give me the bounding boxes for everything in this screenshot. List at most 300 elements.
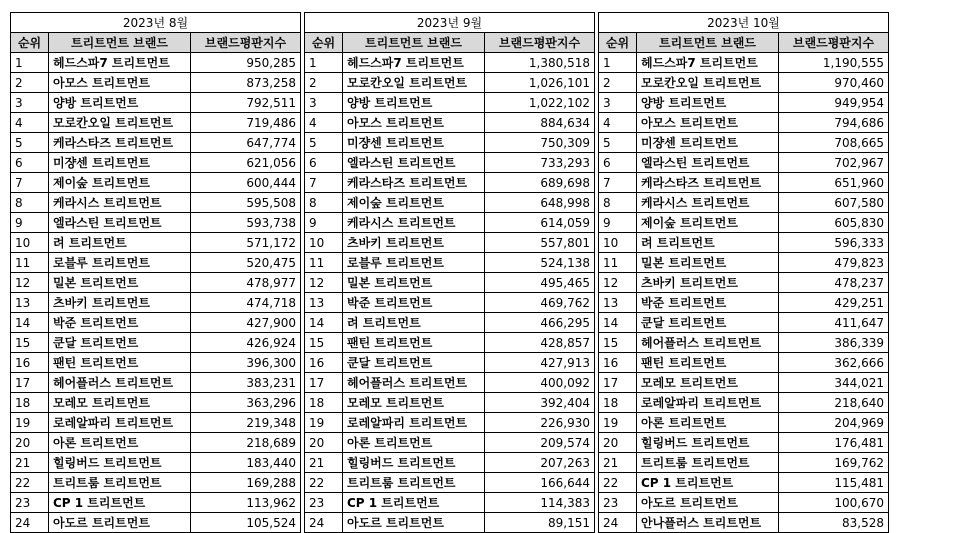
table-row — [305, 313, 595, 333]
table-row — [599, 473, 889, 493]
score-cell: 495,465 — [485, 273, 595, 293]
table-row — [599, 233, 889, 253]
table-row — [305, 293, 595, 313]
table-row — [11, 393, 301, 413]
score-cell: 792,511 — [191, 93, 301, 113]
score-cell: 474,718 — [191, 293, 301, 313]
table-row — [11, 233, 301, 253]
table-row — [305, 473, 595, 493]
table-row — [11, 493, 301, 513]
table-row — [305, 393, 595, 413]
score-cell: 970,460 — [779, 73, 889, 93]
score-cell: 392,404 — [485, 393, 595, 413]
table-row — [305, 193, 595, 213]
score-header: 브랜드평판지수 — [485, 33, 595, 53]
table-row — [599, 153, 889, 173]
brand-cell: 로블루 트리트먼트 — [49, 253, 191, 273]
table-row — [305, 153, 595, 173]
rank-header: 순위 — [305, 33, 343, 53]
score-cell: 600,444 — [191, 173, 301, 193]
brand-header: 트리트먼트 브랜드 — [637, 33, 779, 53]
brand-cell: 로레알파리 트리트먼트 — [343, 413, 485, 433]
brand-cell: 아도르 트리트먼트 — [49, 513, 191, 533]
rank-cell: 18 — [11, 393, 49, 413]
rank-cell: 24 — [11, 513, 49, 533]
score-cell: 621,056 — [191, 153, 301, 173]
brand-cell: 모로칸오일 트리트먼트 — [49, 113, 191, 133]
score-cell: 1,380,518 — [485, 53, 595, 73]
score-cell: 596,333 — [779, 233, 889, 253]
score-cell: 219,348 — [191, 413, 301, 433]
table-row — [11, 293, 301, 313]
table-row — [599, 273, 889, 293]
rank-cell: 22 — [11, 473, 49, 493]
month-table — [304, 12, 595, 533]
brand-cell: 케라시스 트리트먼트 — [637, 193, 779, 213]
score-cell: 218,689 — [191, 433, 301, 453]
rank-cell: 10 — [599, 233, 637, 253]
table-row — [305, 73, 595, 93]
brand-cell: 케라스타즈 트리트먼트 — [343, 173, 485, 193]
brand-cell: 밀본 트리트먼트 — [637, 253, 779, 273]
brand-cell: 아론 트리트먼트 — [49, 433, 191, 453]
brand-header: 트리트먼트 브랜드 — [49, 33, 191, 53]
score-cell: 169,288 — [191, 473, 301, 493]
rank-cell: 5 — [599, 133, 637, 153]
brand-cell: 힐링버드 트리트먼트 — [637, 433, 779, 453]
score-cell: 719,486 — [191, 113, 301, 133]
table-row — [599, 333, 889, 353]
table-row — [11, 113, 301, 133]
brand-cell: 모로칸오일 트리트먼트 — [637, 73, 779, 93]
brand-cell: 밀본 트리트먼트 — [49, 273, 191, 293]
brand-cell: 케라시스 트리트먼트 — [49, 193, 191, 213]
table-row — [599, 373, 889, 393]
rank-cell: 6 — [305, 153, 343, 173]
score-cell: 396,300 — [191, 353, 301, 373]
brand-cell: 헤드스파7 트리트먼트 — [49, 53, 191, 73]
brand-cell: 아모스 트리트먼트 — [343, 113, 485, 133]
brand-cell: 팬틴 트리트먼트 — [343, 333, 485, 353]
rank-cell: 3 — [599, 93, 637, 113]
table-row — [305, 173, 595, 193]
brand-cell: 아모스 트리트먼트 — [49, 73, 191, 93]
brand-cell: 헤드스파7 트리트먼트 — [343, 53, 485, 73]
score-cell: 651,960 — [779, 173, 889, 193]
score-cell: 166,644 — [485, 473, 595, 493]
table-row — [305, 53, 595, 73]
table-row — [11, 133, 301, 153]
brand-cell: 양방 트리트먼트 — [637, 93, 779, 113]
rank-cell: 17 — [305, 373, 343, 393]
table-row — [11, 313, 301, 333]
brand-cell: 아도르 트리트먼트 — [343, 513, 485, 533]
brand-cell: 츠바키 트리트먼트 — [637, 273, 779, 293]
rank-cell: 3 — [305, 93, 343, 113]
score-cell: 708,665 — [779, 133, 889, 153]
table-row — [305, 453, 595, 473]
brand-cell: 미쟝센 트리트먼트 — [49, 153, 191, 173]
rank-cell: 16 — [11, 353, 49, 373]
score-cell: 427,913 — [485, 353, 595, 373]
score-cell: 466,295 — [485, 313, 595, 333]
month-title: 2023년 8월 — [11, 13, 301, 33]
brand-cell: 제이숲 트리트먼트 — [343, 193, 485, 213]
brand-cell: 로레알파리 트리트먼트 — [49, 413, 191, 433]
table-row — [599, 173, 889, 193]
score-cell: 411,647 — [779, 313, 889, 333]
score-cell: 105,524 — [191, 513, 301, 533]
table-row — [599, 513, 889, 533]
rank-cell: 17 — [599, 373, 637, 393]
score-cell: 115,481 — [779, 473, 889, 493]
brand-cell: 로블루 트리트먼트 — [343, 253, 485, 273]
table-row — [11, 153, 301, 173]
table-row — [11, 273, 301, 293]
score-cell: 204,969 — [779, 413, 889, 433]
score-cell: 89,151 — [485, 513, 595, 533]
rank-cell: 3 — [11, 93, 49, 113]
table-row — [599, 113, 889, 133]
table-row — [11, 193, 301, 213]
table-row — [599, 393, 889, 413]
brand-cell: 힐링버드 트리트먼트 — [49, 453, 191, 473]
score-cell: 226,930 — [485, 413, 595, 433]
brand-cell: 미쟝센 트리트먼트 — [343, 133, 485, 153]
rank-cell: 2 — [599, 73, 637, 93]
score-cell: 400,092 — [485, 373, 595, 393]
rank-cell: 22 — [599, 473, 637, 493]
brand-cell: 밀본 트리트먼트 — [343, 273, 485, 293]
brand-cell: 쿤달 트리트먼트 — [637, 313, 779, 333]
table-row — [305, 273, 595, 293]
rank-cell: 20 — [11, 433, 49, 453]
table-row — [599, 213, 889, 233]
brand-cell: 츠바키 트리트먼트 — [343, 233, 485, 253]
rank-cell: 14 — [305, 313, 343, 333]
brand-cell: 려 트리트먼트 — [49, 233, 191, 253]
brand-cell: 트리트룸 트리트먼트 — [49, 473, 191, 493]
score-cell: 426,924 — [191, 333, 301, 353]
table-row — [599, 493, 889, 513]
rank-cell: 1 — [599, 53, 637, 73]
rank-cell: 20 — [599, 433, 637, 453]
table-row — [599, 453, 889, 473]
rank-cell: 4 — [305, 113, 343, 133]
score-cell: 702,967 — [779, 153, 889, 173]
rank-cell: 13 — [305, 293, 343, 313]
brand-cell: 로레알파리 트리트먼트 — [637, 393, 779, 413]
rank-cell: 13 — [599, 293, 637, 313]
score-cell: 1,026,101 — [485, 73, 595, 93]
rank-cell: 14 — [599, 313, 637, 333]
table-row — [11, 373, 301, 393]
table-row — [599, 253, 889, 273]
rank-cell: 17 — [11, 373, 49, 393]
rank-cell: 11 — [599, 253, 637, 273]
score-cell: 733,293 — [485, 153, 595, 173]
brand-cell: 박준 트리트먼트 — [343, 293, 485, 313]
score-cell: 113,962 — [191, 493, 301, 513]
score-cell: 873,258 — [191, 73, 301, 93]
table-row — [305, 493, 595, 513]
brand-cell: 양방 트리트먼트 — [49, 93, 191, 113]
rank-cell: 8 — [599, 193, 637, 213]
rank-cell: 8 — [11, 193, 49, 213]
rank-cell: 5 — [11, 133, 49, 153]
rank-cell: 10 — [11, 233, 49, 253]
rank-cell: 4 — [11, 113, 49, 133]
rank-cell: 4 — [599, 113, 637, 133]
rank-header: 순위 — [11, 33, 49, 53]
month-table — [598, 12, 889, 533]
table-row — [599, 293, 889, 313]
rank-cell: 19 — [11, 413, 49, 433]
rank-cell: 21 — [305, 453, 343, 473]
month-title: 2023년 10월 — [599, 13, 889, 33]
rank-cell: 10 — [305, 233, 343, 253]
brand-cell: 아론 트리트먼트 — [343, 433, 485, 453]
brand-cell: 트리트룸 트리트먼트 — [637, 453, 779, 473]
score-cell: 647,774 — [191, 133, 301, 153]
table-row — [11, 253, 301, 273]
rank-cell: 18 — [599, 393, 637, 413]
score-cell: 207,263 — [485, 453, 595, 473]
score-cell: 114,383 — [485, 493, 595, 513]
rank-cell: 8 — [305, 193, 343, 213]
rank-cell: 11 — [11, 253, 49, 273]
rank-cell: 9 — [11, 213, 49, 233]
rank-cell: 12 — [305, 273, 343, 293]
table-row — [305, 373, 595, 393]
score-cell: 614,059 — [485, 213, 595, 233]
score-cell: 386,339 — [779, 333, 889, 353]
brand-cell: 제이숲 트리트먼트 — [637, 213, 779, 233]
table-row — [11, 93, 301, 113]
score-cell: 607,580 — [779, 193, 889, 213]
table-row — [305, 353, 595, 373]
score-cell: 479,823 — [779, 253, 889, 273]
brand-cell: 힐링버드 트리트먼트 — [343, 453, 485, 473]
brand-cell: 쿤달 트리트먼트 — [49, 333, 191, 353]
brand-cell: 트리트룸 트리트먼트 — [343, 473, 485, 493]
score-cell: 949,954 — [779, 93, 889, 113]
table-row — [11, 213, 301, 233]
brand-cell: 팬틴 트리트먼트 — [49, 353, 191, 373]
rank-cell: 13 — [11, 293, 49, 313]
brand-cell: 헤어플러스 트리트먼트 — [637, 333, 779, 353]
score-cell: 593,738 — [191, 213, 301, 233]
table-row — [599, 193, 889, 213]
rank-cell: 1 — [11, 53, 49, 73]
table-row — [305, 253, 595, 273]
rank-cell: 23 — [11, 493, 49, 513]
brand-cell: 아도르 트리트먼트 — [637, 493, 779, 513]
score-header: 브랜드평판지수 — [779, 33, 889, 53]
rank-cell: 21 — [599, 453, 637, 473]
brand-cell: 엘라스틴 트리트먼트 — [49, 213, 191, 233]
score-cell: 176,481 — [779, 433, 889, 453]
brand-cell: 헤드스파7 트리트먼트 — [637, 53, 779, 73]
brand-cell: 엘라스틴 트리트먼트 — [637, 153, 779, 173]
brand-cell: 모레모 트리트먼트 — [637, 373, 779, 393]
brand-cell: 모로칸오일 트리트먼트 — [343, 73, 485, 93]
rank-cell: 19 — [305, 413, 343, 433]
score-cell: 689,698 — [485, 173, 595, 193]
rank-cell: 9 — [305, 213, 343, 233]
brand-cell: 안나플러스 트리트먼트 — [637, 513, 779, 533]
score-cell: 344,021 — [779, 373, 889, 393]
brand-cell: 츠바키 트리트먼트 — [49, 293, 191, 313]
table-row — [11, 73, 301, 93]
table-row — [11, 413, 301, 433]
score-cell: 524,138 — [485, 253, 595, 273]
rank-cell: 9 — [599, 213, 637, 233]
brand-cell: 려 트리트먼트 — [637, 233, 779, 253]
table-row — [305, 413, 595, 433]
rank-cell: 12 — [11, 273, 49, 293]
rank-cell: 16 — [305, 353, 343, 373]
score-cell: 950,285 — [191, 53, 301, 73]
brand-cell: 엘라스틴 트리트먼트 — [343, 153, 485, 173]
brand-cell: 양방 트리트먼트 — [343, 93, 485, 113]
score-cell: 478,977 — [191, 273, 301, 293]
rank-cell: 11 — [305, 253, 343, 273]
score-cell: 362,666 — [779, 353, 889, 373]
table-row — [305, 93, 595, 113]
brand-cell: 모레모 트리트먼트 — [49, 393, 191, 413]
month-table — [10, 12, 301, 533]
brand-cell: 헤어플러스 트리트먼트 — [49, 373, 191, 393]
table-row — [305, 133, 595, 153]
brand-cell: CP 1 트리트먼트 — [49, 493, 191, 513]
brand-cell: 팬틴 트리트먼트 — [637, 353, 779, 373]
table-row — [599, 53, 889, 73]
table-row — [11, 433, 301, 453]
table-row — [599, 73, 889, 93]
brand-cell: 헤어플러스 트리트먼트 — [343, 373, 485, 393]
table-row — [11, 53, 301, 73]
table-row — [11, 453, 301, 473]
score-cell: 520,475 — [191, 253, 301, 273]
table-row — [305, 233, 595, 253]
table-row — [599, 93, 889, 113]
rank-cell: 6 — [599, 153, 637, 173]
brand-cell: 모레모 트리트먼트 — [343, 393, 485, 413]
rank-cell: 23 — [599, 493, 637, 513]
table-row — [11, 173, 301, 193]
table-row — [11, 473, 301, 493]
score-cell: 884,634 — [485, 113, 595, 133]
rank-cell: 2 — [305, 73, 343, 93]
score-cell: 595,508 — [191, 193, 301, 213]
rank-cell: 1 — [305, 53, 343, 73]
score-cell: 557,801 — [485, 233, 595, 253]
score-cell: 100,670 — [779, 493, 889, 513]
rank-cell: 18 — [305, 393, 343, 413]
score-cell: 478,237 — [779, 273, 889, 293]
table-row — [599, 433, 889, 453]
brand-cell: 제이숲 트리트먼트 — [49, 173, 191, 193]
score-cell: 363,296 — [191, 393, 301, 413]
brand-cell: CP 1 트리트먼트 — [637, 473, 779, 493]
score-cell: 794,686 — [779, 113, 889, 133]
rank-cell: 2 — [11, 73, 49, 93]
table-row — [305, 113, 595, 133]
score-cell: 183,440 — [191, 453, 301, 473]
rank-cell: 22 — [305, 473, 343, 493]
rank-cell: 5 — [305, 133, 343, 153]
table-row — [599, 353, 889, 373]
brand-cell: 미쟝센 트리트먼트 — [637, 133, 779, 153]
rank-cell: 15 — [599, 333, 637, 353]
rank-cell: 21 — [11, 453, 49, 473]
rank-cell: 19 — [599, 413, 637, 433]
rank-cell: 12 — [599, 273, 637, 293]
score-cell: 648,998 — [485, 193, 595, 213]
brand-cell: 케라스타즈 트리트먼트 — [49, 133, 191, 153]
score-header: 브랜드평판지수 — [191, 33, 301, 53]
rank-cell: 15 — [305, 333, 343, 353]
brand-cell: 쿤달 트리트먼트 — [343, 353, 485, 373]
table-row — [305, 433, 595, 453]
brand-cell: 려 트리트먼트 — [343, 313, 485, 333]
rank-cell: 15 — [11, 333, 49, 353]
score-cell: 427,900 — [191, 313, 301, 333]
rank-cell: 7 — [599, 173, 637, 193]
rank-cell: 14 — [11, 313, 49, 333]
score-cell: 571,172 — [191, 233, 301, 253]
brand-cell: CP 1 트리트먼트 — [343, 493, 485, 513]
table-row — [599, 133, 889, 153]
brand-cell: 박준 트리트먼트 — [49, 313, 191, 333]
brand-header: 트리트먼트 브랜드 — [343, 33, 485, 53]
rank-cell: 24 — [305, 513, 343, 533]
table-row — [11, 513, 301, 533]
table-row — [305, 213, 595, 233]
score-cell: 209,574 — [485, 433, 595, 453]
table-row — [305, 333, 595, 353]
table-row — [305, 513, 595, 533]
table-row — [11, 353, 301, 373]
table-row — [599, 413, 889, 433]
brand-cell: 케라스타즈 트리트먼트 — [637, 173, 779, 193]
brand-cell: 케라시스 트리트먼트 — [343, 213, 485, 233]
brand-cell: 아론 트리트먼트 — [637, 413, 779, 433]
rank-cell: 24 — [599, 513, 637, 533]
rank-cell: 23 — [305, 493, 343, 513]
score-cell: 605,830 — [779, 213, 889, 233]
table-row — [11, 333, 301, 353]
month-title: 2023년 9월 — [305, 13, 595, 33]
rank-cell: 7 — [305, 173, 343, 193]
rank-cell: 16 — [599, 353, 637, 373]
score-cell: 1,022,102 — [485, 93, 595, 113]
score-cell: 750,309 — [485, 133, 595, 153]
rank-cell: 7 — [11, 173, 49, 193]
table-row — [599, 313, 889, 333]
rank-header: 순위 — [599, 33, 637, 53]
brand-ranking-tables — [10, 12, 889, 533]
score-cell: 428,857 — [485, 333, 595, 353]
score-cell: 83,528 — [779, 513, 889, 533]
score-cell: 218,640 — [779, 393, 889, 413]
brand-cell: 박준 트리트먼트 — [637, 293, 779, 313]
rank-cell: 6 — [11, 153, 49, 173]
score-cell: 429,251 — [779, 293, 889, 313]
score-cell: 169,762 — [779, 453, 889, 473]
score-cell: 383,231 — [191, 373, 301, 393]
